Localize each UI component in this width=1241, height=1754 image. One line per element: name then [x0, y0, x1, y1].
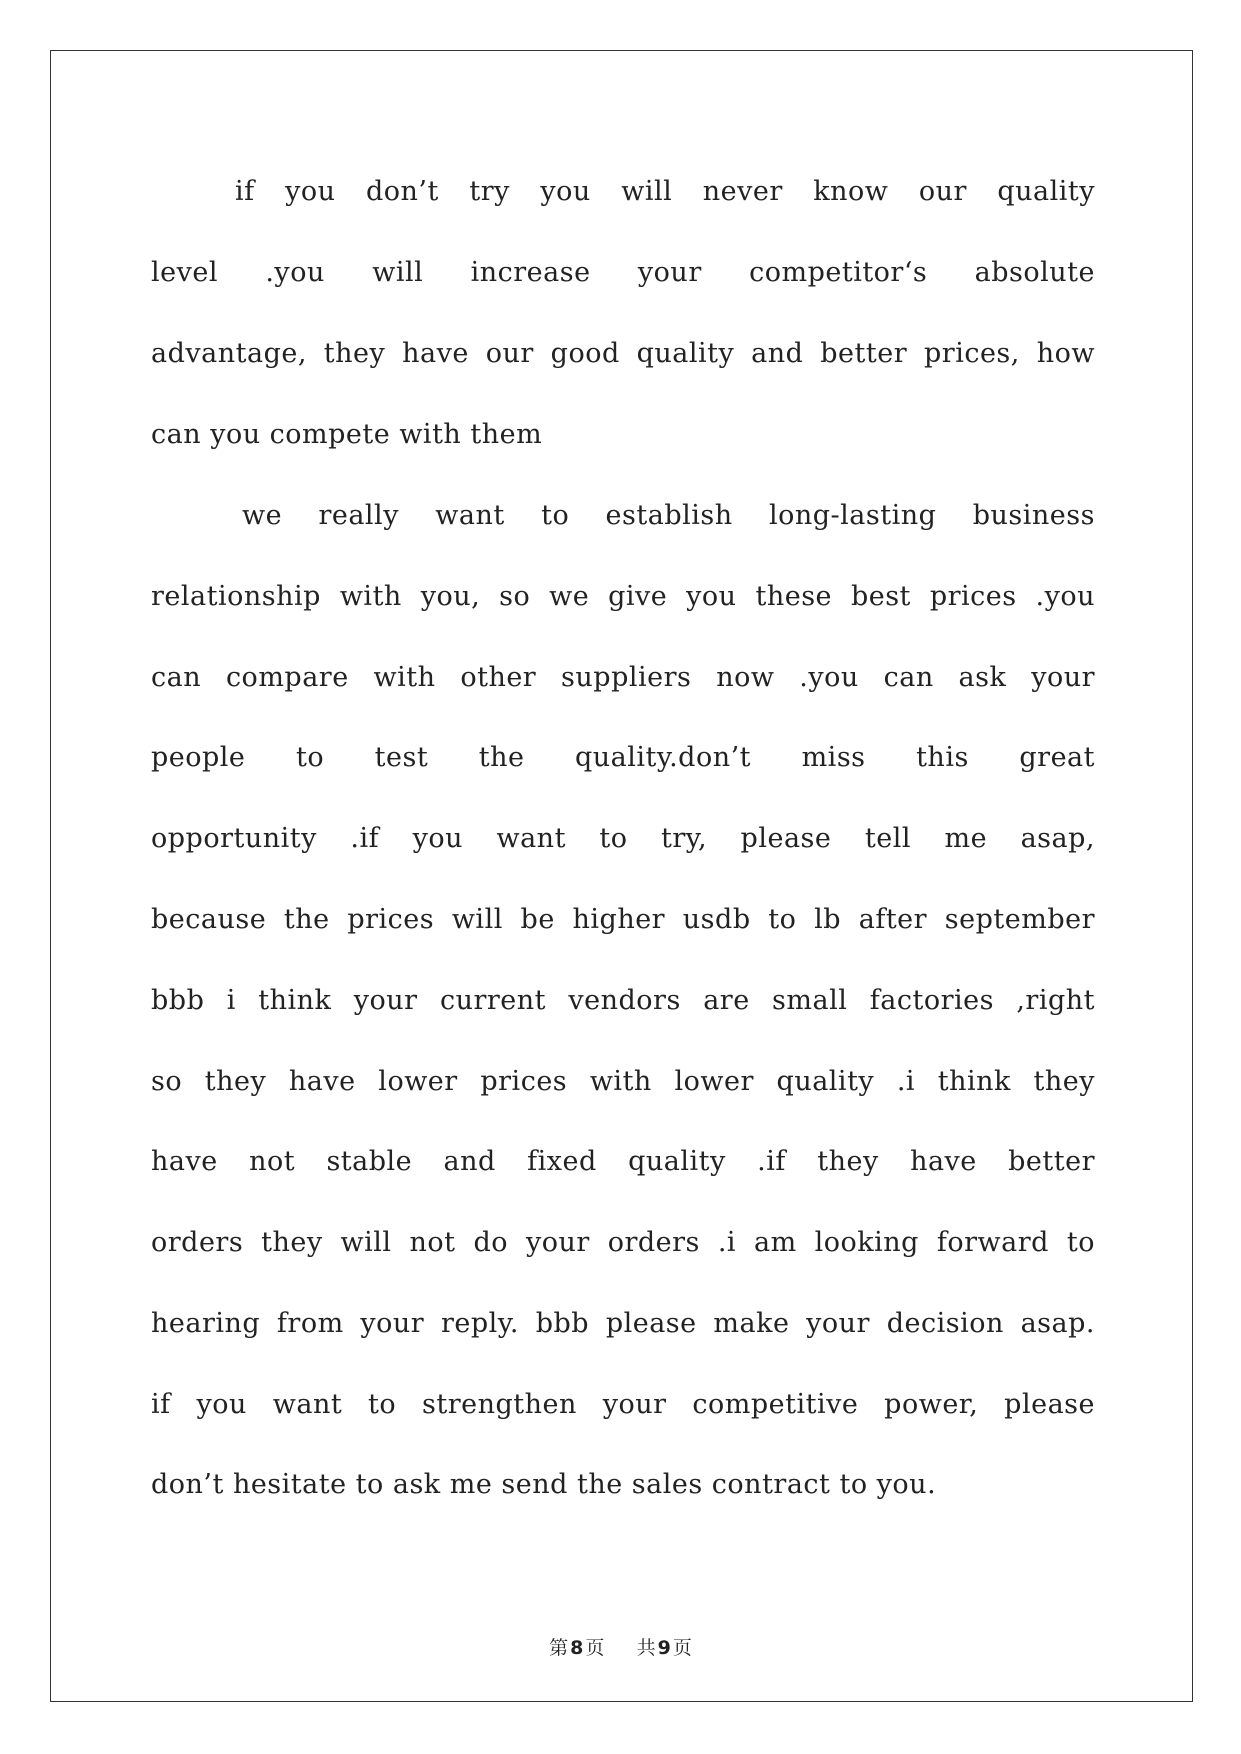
text-line: can compare with other suppliers now .you can ask your [151, 662, 1095, 693]
page-suffix: 页 [585, 1637, 605, 1659]
text-line: if you want to strengthen your competitive power, please [151, 1389, 1095, 1420]
total-prefix: 共 [636, 1637, 656, 1659]
text-line: hearing from your reply. bbb please make your decision asap. [151, 1308, 1095, 1339]
text-line: can you compete with them [151, 419, 543, 450]
text-line: so they have lower prices with lower quality .i think they [151, 1066, 1095, 1097]
text-line: if you don’t try you will never know our quality [235, 176, 1095, 207]
text-line: relationship with you, so we give you these best prices .you [151, 581, 1095, 612]
text-line: level .you will increase your competitor‘s absolute [151, 257, 1095, 288]
total-pages-number: 9 [657, 1637, 671, 1659]
page-footer [0, 1633, 1241, 1660]
page-border [50, 50, 1193, 1702]
text-line: don’t hesitate to ask me send the sales contract to you. [151, 1469, 937, 1500]
page-total-label [635, 1637, 694, 1659]
text-line: advantage, they have our good quality and better prices, how [151, 338, 1095, 369]
text-line: orders they will not do your orders .i am looking forward to [151, 1227, 1095, 1258]
text-line: we really want to establish long-lasting business [242, 500, 1095, 531]
text-line: bbb i think your current vendors are small factories ,right [151, 985, 1095, 1016]
text-line: have not stable and fixed quality .if they have better [151, 1146, 1095, 1177]
total-suffix: 页 [672, 1637, 692, 1659]
page-prefix: 第 [549, 1637, 569, 1659]
page-number-label [547, 1637, 606, 1659]
current-page-number: 8 [570, 1637, 584, 1659]
text-line: opportunity .if you want to try, please tell me asap, [151, 823, 1095, 854]
text-line: because the prices will be higher usdb to lb after september [151, 904, 1095, 935]
text-line: people to test the quality.don’t miss this great [151, 742, 1095, 773]
